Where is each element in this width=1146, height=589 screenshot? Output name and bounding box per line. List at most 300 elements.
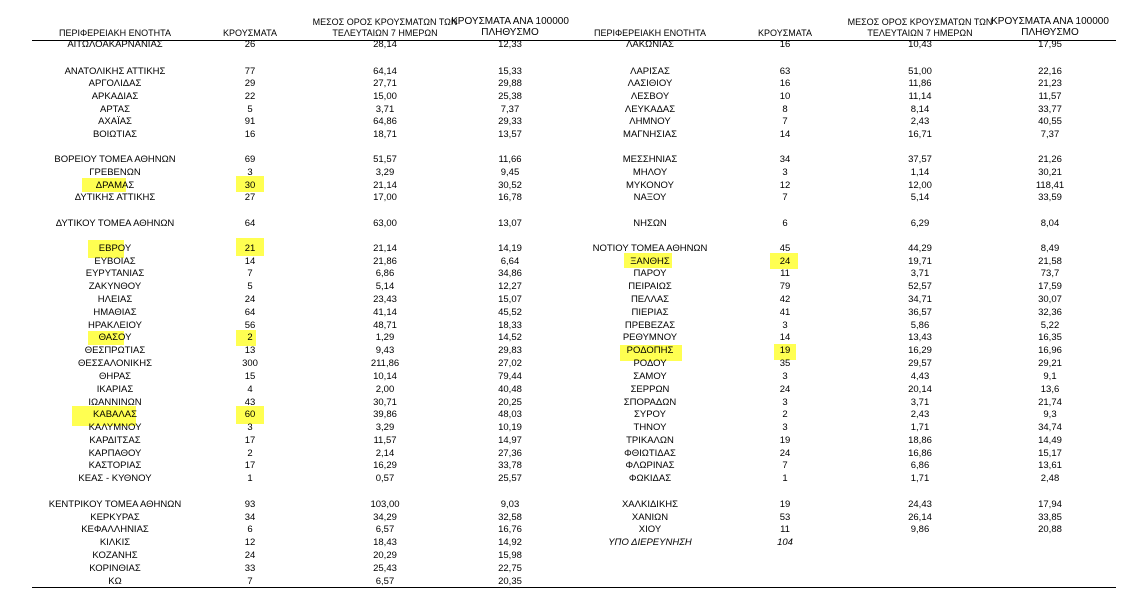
- right-row-per100k-cell: 22,16: [1038, 66, 1062, 77]
- left-row-cases-cell: 33: [244, 563, 256, 574]
- right-row-region-cell: ΛΑΚΩΝΙΑΣ: [626, 39, 674, 50]
- left-row-cases-cell: 1: [247, 473, 253, 484]
- right-row-region-cell: ΣΥΡΟΥ: [634, 409, 666, 420]
- left-row-avg-cell: 64,86: [373, 116, 397, 127]
- right-row-avg-cell: 16,86: [908, 448, 932, 459]
- header-per100k-left-line1: ΚΡΟΥΣΜΑΤΑ ΑΝΑ 100000: [451, 16, 569, 27]
- left-row-avg-cell: 18,71: [373, 129, 397, 140]
- left-row-avg-cell: 39,86: [373, 409, 397, 420]
- left-row-cases-cell: 69: [244, 154, 256, 165]
- right-row-region-cell: ΛΕΣΒΟΥ: [630, 91, 670, 102]
- right-row-avg-cell: 9,86: [910, 524, 930, 535]
- left-row-region-cell: ΒΟΙΩΤΙΑΣ: [92, 129, 138, 140]
- left-row-per100k-cell: 22,75: [498, 563, 522, 574]
- right-row-avg-cell: 34,71: [908, 294, 932, 305]
- left-row-avg-cell: 2,00: [375, 384, 395, 395]
- left-row-per100k-cell: 20,25: [498, 397, 522, 408]
- left-row-cases-cell: 56: [244, 320, 256, 331]
- left-row-region-cell: ΚΑΣΤΟΡΙΑΣ: [88, 460, 142, 471]
- left-row-cases-cell: 5: [247, 104, 253, 115]
- left-row-region-cell: ΚΑΒΑΛΑΣ: [93, 409, 137, 420]
- header-per100k-right-line2: ΠΛΗΘΥΣΜΟ: [1021, 27, 1079, 38]
- left-row-per100k-cell: 29,33: [498, 116, 522, 127]
- right-row-cases-cell: 1: [782, 473, 788, 484]
- left-row-per100k-cell: 79,44: [498, 371, 522, 382]
- right-row-avg-cell: 2,43: [910, 409, 930, 420]
- left-row-cases-cell: 77: [244, 66, 256, 77]
- left-row-avg-cell: 34,29: [373, 512, 397, 523]
- right-row-avg-cell: 29,57: [908, 358, 932, 369]
- right-row-per100k-cell: 14,49: [1038, 435, 1062, 446]
- right-row-per100k-cell: 2,48: [1040, 473, 1060, 484]
- right-row-cases-cell: 3: [782, 167, 788, 178]
- header-per100k-left: [445, 16, 575, 38]
- right-row-avg-cell: [835, 537, 1005, 549]
- left-row-per100k-cell: 25,57: [498, 473, 522, 484]
- left-row-cases-cell: 6: [247, 524, 253, 535]
- left-row-region-cell: ΕΒΡΟΥ: [98, 243, 132, 254]
- right-row-region-cell: ΠΕΛΛΑΣ: [630, 294, 670, 305]
- right-row-cases-cell: 45: [779, 243, 791, 254]
- right-row-per100k-cell: 11,57: [1038, 91, 1062, 102]
- left-row-per100k-cell: 6,64: [500, 256, 520, 267]
- left-row-cases-cell: 7: [247, 268, 253, 279]
- left-row-per100k-cell: 12,33: [498, 39, 522, 50]
- left-row-avg-cell: 6,86: [375, 268, 395, 279]
- left-row-per100k-cell: 34,86: [498, 268, 522, 279]
- right-row-avg-cell: 5,86: [910, 320, 930, 331]
- left-row-avg-cell: 9,43: [375, 345, 395, 356]
- right-row-avg-cell: 18,86: [908, 435, 932, 446]
- left-row-cases-cell: 13: [244, 345, 256, 356]
- left-row-avg-cell: 18,43: [373, 537, 397, 548]
- left-row-region-cell: ΗΛΕΙΑΣ: [97, 294, 133, 305]
- left-row-per100k-cell: 9,45: [500, 167, 520, 178]
- right-row-per100k-cell: 32,36: [1038, 307, 1062, 318]
- right-row-cases-cell: 3: [782, 320, 788, 331]
- right-row-avg-cell: 4,43: [910, 371, 930, 382]
- left-row-region-cell: ΘΕΣΣΑΛΟΝΙΚΗΣ: [78, 358, 152, 369]
- left-row-per100k-cell: 16,78: [498, 192, 522, 203]
- right-row-cases-cell: 19: [779, 345, 791, 356]
- right-row-cases-cell: 41: [779, 307, 791, 318]
- left-row-per100k-cell: 13,07: [498, 218, 522, 229]
- right-row-per100k-cell: 8,49: [1040, 243, 1060, 254]
- left-row-per100k-cell: 48,03: [498, 409, 522, 420]
- left-row-avg-cell: 1,29: [375, 332, 395, 343]
- right-row-cases-cell: 16: [779, 39, 791, 50]
- right-row-cases-cell: 12: [779, 180, 791, 191]
- right-row-cases-cell: 24: [779, 384, 791, 395]
- right-row-avg-cell: 19,71: [908, 256, 932, 267]
- left-row-region-cell: ΒΟΡΕΙΟΥ ΤΟΜΕΑ ΑΘΗΝΩΝ: [54, 154, 176, 165]
- left-row-cases-cell: 43: [244, 397, 256, 408]
- right-row-per100k-cell: 5,22: [1040, 320, 1060, 331]
- left-row-region-cell: ΓΡΕΒΕΝΩΝ: [89, 167, 141, 178]
- header-per100k-right: [985, 16, 1115, 38]
- left-row-avg-cell: 28,14: [373, 39, 397, 50]
- left-row-cases-cell: 2: [247, 332, 253, 343]
- left-row-region-cell: ΑΧΑΪΑΣ: [98, 116, 132, 127]
- right-row-avg-cell: 16,29: [908, 345, 932, 356]
- left-row-region-cell: ΗΜΑΘΙΑΣ: [93, 307, 137, 318]
- left-row-cases-cell: 93: [244, 499, 256, 510]
- left-row-region-cell: ΚΑΡΔΙΤΣΑΣ: [89, 435, 141, 446]
- header-region-right: ΠΕΡΙΦΕΡΕΙΑΚΗ ΕΝΟΤΗΤΑ: [593, 28, 707, 38]
- right-row-region-cell: ΝΟΤΙΟΥ ΤΟΜΕΑ ΑΘΗΝΩΝ: [592, 243, 708, 254]
- right-row-region-cell: ΝΗΣΩΝ: [633, 218, 667, 229]
- right-row-cases-cell: 19: [779, 435, 791, 446]
- right-row-region-cell: ΣΠΟΡΑΔΩΝ: [623, 397, 677, 408]
- right-row-avg-cell: 13,43: [908, 332, 932, 343]
- left-row-region-cell: ΚΙΛΚΙΣ: [99, 537, 131, 548]
- left-row-cases-cell: 34: [244, 512, 256, 523]
- left-row-avg-cell: 3,29: [375, 167, 395, 178]
- right-row-region-cell: ΝΑΞΟΥ: [633, 192, 667, 203]
- right-row-avg-cell: 11,86: [908, 78, 932, 89]
- right-row-avg-cell: 20,14: [908, 384, 932, 395]
- right-row-per100k-cell: 29,21: [1038, 358, 1062, 369]
- right-row-region-cell: ΠΙΕΡΙΑΣ: [631, 307, 669, 318]
- left-row-cases-cell: 5: [247, 281, 253, 292]
- left-row-avg-cell: 17,00: [373, 192, 397, 203]
- left-row-per100k-cell: 7,37: [500, 104, 520, 115]
- right-row-per100k-cell: 34,74: [1038, 422, 1062, 433]
- right-row-cases-cell: 3: [782, 397, 788, 408]
- left-row-region-cell: ΚΑΛΥΜΝΟΥ: [88, 422, 142, 433]
- right-row-cases-cell: 24: [779, 448, 791, 459]
- right-row-cases-cell: 34: [779, 154, 791, 165]
- right-row-region-cell: ΡΟΔΟΠΗΣ: [626, 345, 674, 356]
- left-row-avg-cell: 27,71: [373, 78, 397, 89]
- right-row-cases-cell: 63: [779, 66, 791, 77]
- left-row-cases-cell: 24: [244, 550, 256, 561]
- left-row-region-cell: ΚΕΡΚΥΡΑΣ: [90, 512, 140, 523]
- right-row-region-cell: ΛΗΜΝΟΥ: [629, 116, 671, 127]
- left-row-region-cell: ΑΝΑΤΟΛΙΚΗΣ ΑΤΤΙΚΗΣ: [64, 66, 166, 77]
- left-row-cases-cell: 64: [244, 218, 256, 229]
- left-row-per100k-cell: 18,33: [498, 320, 522, 331]
- left-row-avg-cell: 211,86: [370, 358, 400, 369]
- left-row-per100k-cell: 15,98: [498, 550, 522, 561]
- right-row-region-cell: ΜΑΓΝΗΣΙΑΣ: [623, 129, 677, 140]
- right-row-cases-cell: 2: [782, 409, 788, 420]
- right-row-region-cell: ΤΡΙΚΑΛΩΝ: [626, 435, 674, 446]
- left-row-avg-cell: 20,29: [373, 550, 397, 561]
- right-row-avg-cell: 51,00: [908, 66, 932, 77]
- left-row-avg-cell: 25,43: [373, 563, 397, 574]
- right-row-avg-cell: 12,00: [908, 180, 932, 191]
- left-row-avg-cell: 6,57: [375, 576, 395, 587]
- right-row-avg-cell: 24,43: [908, 499, 932, 510]
- left-row-per100k-cell: 33,78: [498, 460, 522, 471]
- right-row-region-cell: ΠΑΡΟΥ: [633, 268, 667, 279]
- left-row-per100k-cell: 32,58: [498, 512, 522, 523]
- right-row-per100k-cell: 21,74: [1038, 397, 1062, 408]
- left-row-cases-cell: 91: [244, 116, 256, 127]
- right-row-per100k-cell: 33,77: [1038, 104, 1062, 115]
- left-row-per100k-cell: 40,48: [498, 384, 522, 395]
- left-row-cases-cell: 30: [244, 180, 256, 191]
- left-row-per100k-cell: 14,19: [498, 243, 522, 254]
- left-row-per100k-cell: 15,33: [498, 66, 522, 77]
- right-row-region-cell: ΜΗΛΟΥ: [632, 167, 668, 178]
- right-row-per100k-cell: 16,96: [1038, 345, 1062, 356]
- left-row-cases-cell: 24: [244, 294, 256, 305]
- right-row-cases-cell: 7: [782, 116, 788, 127]
- left-row-cases-cell: 12: [244, 537, 256, 548]
- left-row-cases-cell: 17: [244, 435, 256, 446]
- left-row-cases-cell: 15: [244, 371, 256, 382]
- left-row-per100k-cell: 16,76: [498, 524, 522, 535]
- right-row-per100k-cell: 40,55: [1038, 116, 1062, 127]
- right-row-cases-cell: 14: [779, 129, 791, 140]
- right-row-cases-cell: 42: [779, 294, 791, 305]
- right-row-avg-cell: 1,14: [910, 167, 930, 178]
- right-row-region-cell: ΤΗΝΟΥ: [633, 422, 667, 433]
- left-row-avg-cell: 16,29: [373, 460, 397, 471]
- right-row-region-cell: ΧΑΝΙΩΝ: [631, 512, 669, 523]
- left-row-avg-cell: 23,43: [373, 294, 397, 305]
- header-avg-right: [835, 17, 1005, 39]
- header-avg-left-line2: ΤΕΛΕΥΤΑΙΩΝ 7 ΗΜΕΡΩΝ: [332, 28, 438, 38]
- right-row-avg-cell: 10,43: [908, 39, 932, 50]
- left-row-avg-cell: 64,14: [373, 66, 397, 77]
- right-row-per100k-cell: 33,59: [1038, 192, 1062, 203]
- right-row-region-cell: ΥΠΟ ΔΙΕΡΕΥΝΗΣΗ: [608, 537, 692, 548]
- left-row-per100k-cell: 29,88: [498, 78, 522, 89]
- left-row-per100k-cell: 20,35: [498, 576, 522, 587]
- right-row-region-cell: ΣΕΡΡΩΝ: [630, 384, 670, 395]
- right-row-cases-cell: 16: [779, 78, 791, 89]
- left-row-avg-cell: 63,00: [373, 218, 397, 229]
- right-row-cases-cell: 35: [779, 358, 791, 369]
- left-row-cases-cell: 2: [247, 448, 253, 459]
- header-avg-right-line2: ΤΕΛΕΥΤΑΙΩΝ 7 ΗΜΕΡΩΝ: [867, 28, 973, 38]
- left-row-per100k-cell: 14,92: [498, 537, 522, 548]
- left-row-per100k-cell: 9,03: [500, 499, 520, 510]
- right-row-cases-cell: 10: [779, 91, 791, 102]
- left-row-cases-cell: 16: [244, 129, 256, 140]
- left-row-region-cell: ΚΟΖΑΝΗΣ: [92, 550, 138, 561]
- header-avg-right-line1: ΜΕΣΟΣ ΟΡΟΣ ΚΡΟΥΣΜΑΤΩΝ ΤΩΝ: [847, 17, 993, 27]
- right-row-per100k-cell: [985, 537, 1115, 549]
- left-row-region-cell: ΔΥΤΙΚΗΣ ΑΤΤΙΚΗΣ: [74, 192, 156, 203]
- left-row-per100k-cell: 45,52: [498, 307, 522, 318]
- right-row-avg-cell: 8,14: [910, 104, 930, 115]
- right-row-avg-cell: 5,14: [910, 192, 930, 203]
- left-row-cases-cell: 3: [247, 167, 253, 178]
- right-row-cases-cell: 79: [779, 281, 791, 292]
- left-row-avg-cell: 103,00: [370, 499, 400, 510]
- left-row-cases-cell: 17: [244, 460, 256, 471]
- right-row-per100k-cell: 7,37: [1040, 129, 1060, 140]
- right-row-per100k-cell: 30,07: [1038, 294, 1062, 305]
- header-cases-right: ΚΡΟΥΣΜΑΤΑ: [758, 28, 812, 38]
- right-row-cases-cell: 7: [782, 192, 788, 203]
- left-row-per100k-cell: 14,52: [498, 332, 522, 343]
- left-row-region-cell: ΘΕΣΠΡΩΤΙΑΣ: [84, 345, 146, 356]
- left-row-cases-cell: 29: [244, 78, 256, 89]
- right-row-region-cell: ΣΑΜΟΥ: [633, 371, 667, 382]
- left-row-region-cell: ΕΥΡΥΤΑΝΙΑΣ: [85, 268, 145, 279]
- left-row-per100k-cell: 27,36: [498, 448, 522, 459]
- left-row-avg-cell: 51,57: [373, 154, 397, 165]
- right-row-avg-cell: 44,29: [908, 243, 932, 254]
- left-row-avg-cell: 48,71: [373, 320, 397, 331]
- left-row-per100k-cell: 15,07: [498, 294, 522, 305]
- right-row-cases-cell: 3: [782, 371, 788, 382]
- right-row-region-cell: ΛΑΡΙΣΑΣ: [630, 66, 670, 77]
- header-cases-left: ΚΡΟΥΣΜΑΤΑ: [223, 28, 277, 38]
- left-row-avg-cell: 21,86: [373, 256, 397, 267]
- right-row-avg-cell: 1,71: [910, 473, 930, 484]
- right-row-per100k-cell: 33,85: [1038, 512, 1062, 523]
- right-row-region-cell: ΠΡΕΒΕΖΑΣ: [624, 320, 676, 331]
- header-avg-left-line1: ΜΕΣΟΣ ΟΡΟΣ ΚΡΟΥΣΜΑΤΩΝ ΤΩΝ: [312, 17, 458, 27]
- left-row-cases-cell: 3: [247, 422, 253, 433]
- left-row-region-cell: ΗΡΑΚΛΕΙΟΥ: [88, 320, 142, 331]
- left-row-region-cell: ΑΙΤΩΛΟΑΚΑΡΝΑΝΙΑΣ: [67, 39, 163, 50]
- header-region-left: ΠΕΡΙΦΕΡΕΙΑΚΗ ΕΝΟΤΗΤΑ: [58, 28, 172, 38]
- left-row-avg-cell: 30,71: [373, 397, 397, 408]
- left-row-region-cell: ΑΡΚΑΔΙΑΣ: [91, 91, 139, 102]
- left-row-cases-cell: 14: [244, 256, 256, 267]
- right-row-per100k-cell: 15,17: [1038, 448, 1062, 459]
- right-row-avg-cell: 3,71: [910, 268, 930, 279]
- left-row-per100k-cell: 25,38: [498, 91, 522, 102]
- left-row-region-cell: ΚΕΑΣ - ΚΥΘΝΟΥ: [78, 473, 152, 484]
- right-row-per100k-cell: 8,04: [1040, 218, 1060, 229]
- left-row-cases-cell: 7: [247, 576, 253, 587]
- left-row-region-cell: ΚΩ: [108, 576, 122, 587]
- left-row-region-cell: ΙΚΑΡΙΑΣ: [96, 384, 134, 395]
- header-per100k-left-line2: ΠΛΗΘΥΣΜΟ: [481, 27, 539, 38]
- right-row-per100k-cell: 13,6: [1040, 384, 1060, 395]
- right-row-per100k-cell: 21,23: [1038, 78, 1062, 89]
- right-row-region-cell: ΡΕΘΥΜΝΟΥ: [622, 332, 678, 343]
- left-row-cases-cell: 27: [244, 192, 256, 203]
- right-row-per100k-cell: 9,3: [1043, 409, 1057, 420]
- left-row-region-cell: ΕΥΒΟΙΑΣ: [94, 256, 136, 267]
- right-row-cases-cell: 11: [780, 268, 790, 279]
- right-row-per100k-cell: 20,88: [1038, 524, 1062, 535]
- right-row-per100k-cell: 21,58: [1038, 256, 1062, 267]
- right-row-per100k-cell: 21,26: [1038, 154, 1062, 165]
- left-row-region-cell: ΘΗΡΑΣ: [98, 371, 132, 382]
- left-row-per100k-cell: 14,97: [498, 435, 522, 446]
- left-row-region-cell: ΑΡΤΑΣ: [100, 104, 130, 115]
- right-row-avg-cell: 37,57: [908, 154, 932, 165]
- right-row-region-cell: ΞΑΝΘΗΣ: [630, 256, 670, 267]
- right-row-cases-cell: 11: [780, 524, 790, 535]
- right-row-region-cell: ΜΥΚΟΝΟΥ: [626, 180, 674, 191]
- left-row-avg-cell: 3,29: [375, 422, 395, 433]
- right-row-avg-cell: 52,57: [908, 281, 932, 292]
- right-row-avg-cell: 6,29: [910, 218, 930, 229]
- left-row-avg-cell: 5,14: [375, 281, 395, 292]
- left-row-cases-cell: 21: [244, 243, 256, 254]
- left-row-region-cell: ΚΑΡΠΑΘΟΥ: [88, 448, 142, 459]
- right-row-per100k-cell: 9,1: [1043, 371, 1057, 382]
- right-row-avg-cell: 16,71: [908, 129, 932, 140]
- right-row-per100k-cell: 17,94: [1038, 499, 1062, 510]
- right-row-per100k-cell: 17,59: [1038, 281, 1062, 292]
- left-row-cases-cell: 4: [247, 384, 253, 395]
- right-row-avg-cell: 2,43: [910, 116, 930, 127]
- right-row-cases-cell: 14: [779, 332, 791, 343]
- right-row-per100k-cell: 16,35: [1038, 332, 1062, 343]
- left-row-per100k-cell: 29,83: [498, 345, 522, 356]
- right-row-region-cell: ΛΕΥΚΑΔΑΣ: [624, 104, 676, 115]
- right-row-region-cell: ΦΘΙΩΤΙΔΑΣ: [624, 448, 676, 459]
- right-row-avg-cell: 26,14: [908, 512, 932, 523]
- right-row-avg-cell: 3,71: [910, 397, 930, 408]
- left-row-per100k-cell: 27,02: [498, 358, 522, 369]
- left-row-region-cell: ΚΟΡΙΝΘΙΑΣ: [89, 563, 141, 574]
- left-row-per100k-cell: 10,19: [498, 422, 522, 433]
- right-row-per100k-cell: 73,7: [1040, 268, 1060, 279]
- header-per100k-right-line1: ΚΡΟΥΣΜΑΤΑ ΑΝΑ 100000: [991, 16, 1109, 27]
- right-row-cases-cell: 53: [779, 512, 791, 523]
- left-row-region-cell: ΚΕΦΑΛΛΗΝΙΑΣ: [81, 524, 149, 535]
- right-row-region-cell: ΛΑΣΙΘΙΟΥ: [627, 78, 673, 89]
- left-row-region-cell: ΙΩΑΝΝΙΝΩΝ: [88, 397, 142, 408]
- left-row-per100k-cell: 13,57: [498, 129, 522, 140]
- left-row-region-cell: ΖΑΚΥΝΘΟΥ: [88, 281, 142, 292]
- right-row-cases-cell: 104: [777, 537, 793, 548]
- right-row-region-cell: ΧΙΟΥ: [638, 524, 662, 535]
- left-row-region-cell: ΚΕΝΤΡΙΚΟΥ ΤΟΜΕΑ ΑΘΗΝΩΝ: [48, 499, 182, 510]
- left-row-avg-cell: 6,57: [375, 524, 395, 535]
- left-row-avg-cell: 10,14: [373, 371, 397, 382]
- right-row-region-cell: ΜΕΣΣΗΝΙΑΣ: [622, 154, 678, 165]
- right-row-cases-cell: 19: [779, 499, 791, 510]
- left-row-cases-cell: 22: [244, 91, 256, 102]
- left-row-cases-cell: 64: [244, 307, 256, 318]
- right-row-avg-cell: 11,14: [908, 91, 932, 102]
- left-row-avg-cell: 21,14: [373, 243, 397, 254]
- right-row-avg-cell: 36,57: [908, 307, 932, 318]
- left-row-cases-cell: 300: [242, 358, 258, 369]
- right-row-cases-cell: 3: [782, 422, 788, 433]
- left-row-avg-cell: 41,14: [373, 307, 397, 318]
- left-row-avg-cell: 0,57: [375, 473, 395, 484]
- right-row-avg-cell: 1,71: [910, 422, 930, 433]
- right-row-avg-cell: 6,86: [910, 460, 930, 471]
- left-row-per100k-cell: 12,27: [498, 281, 522, 292]
- right-row-region-cell: ΡΟΔΟΥ: [633, 358, 667, 369]
- left-row-region-cell: ΘΑΣΟΥ: [98, 332, 132, 343]
- left-row-region-cell: ΔΡΑΜΑΣ: [95, 180, 135, 191]
- left-row-avg-cell: 21,14: [373, 180, 397, 191]
- right-row-region-cell: ΦΛΩΡΙΝΑΣ: [625, 460, 675, 471]
- right-row-per100k-cell: 17,95: [1038, 39, 1062, 50]
- left-row-per100k-cell: 11,66: [498, 154, 522, 165]
- left-row-avg-cell: 3,71: [375, 104, 395, 115]
- right-row-region-cell: ΦΩΚΙΔΑΣ: [628, 473, 672, 484]
- right-row-per100k-cell: 118,41: [1035, 180, 1065, 191]
- left-row-region-cell: ΔΥΤΙΚΟΥ ΤΟΜΕΑ ΑΘΗΝΩΝ: [55, 218, 175, 229]
- right-row-per100k-cell: 30,21: [1038, 167, 1062, 178]
- right-row-per100k-cell: 13,61: [1038, 460, 1062, 471]
- right-row-cases-cell: 6: [782, 218, 788, 229]
- left-row-avg-cell: 2,14: [375, 448, 395, 459]
- right-row-region-cell: ΧΑΛΚΙΔΙΚΗΣ: [621, 499, 679, 510]
- left-row-per100k-cell: 30,52: [498, 180, 522, 191]
- right-row-cases-cell: 24: [779, 256, 791, 267]
- left-row-cases-cell: 26: [244, 39, 256, 50]
